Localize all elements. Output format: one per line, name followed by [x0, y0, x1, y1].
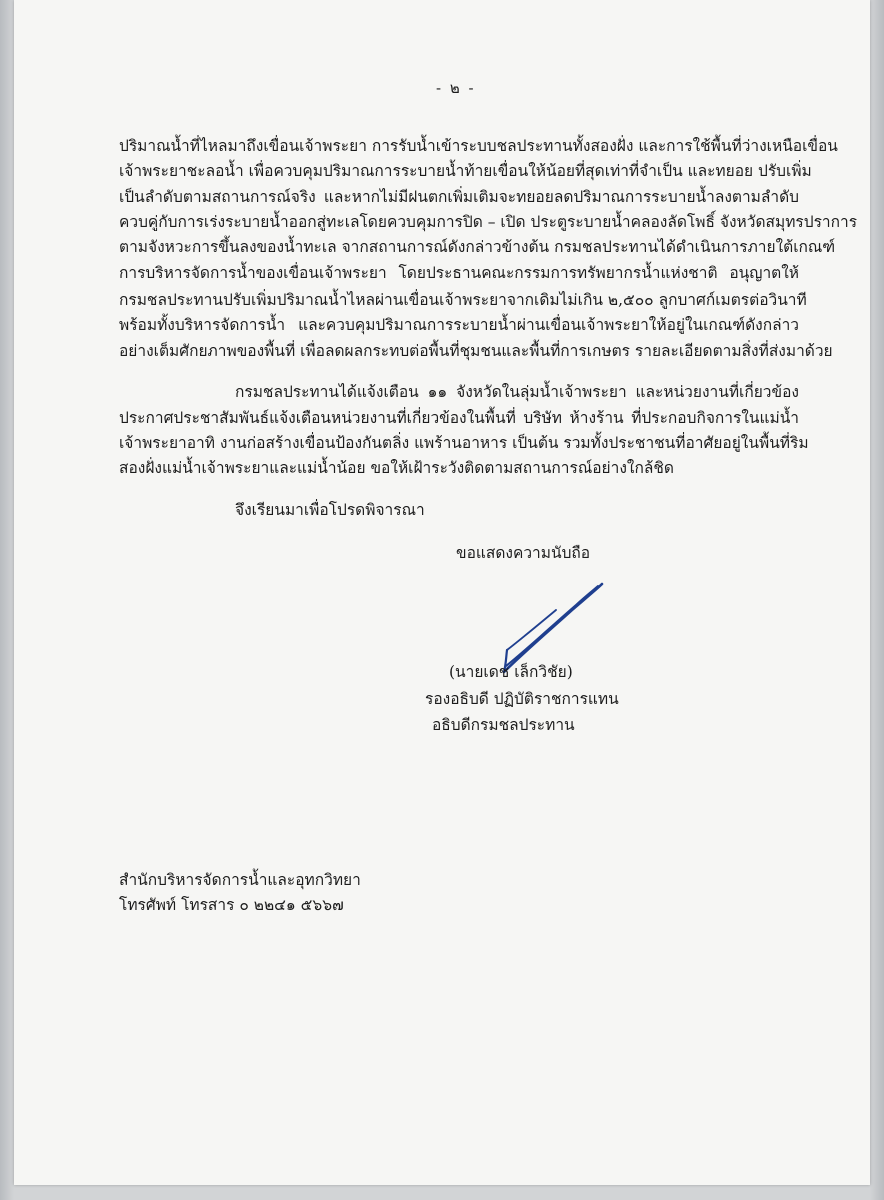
paragraph-2-line-3: เจ้าพระยาอาทิ งานก่อสร้างเขื่อนป้องกันตลิ่ง แพร้านอาหาร เป็นต้น รวมทั้งประชาชนที่อาศัยอยู่ในพื้นที่ริม: [119, 434, 809, 452]
paragraph-1-line-1: ปริมาณน้ำที่ไหลมาถึงเขื่อนเจ้าพระยา การรับน้ำเข้าระบบชลประทานทั้งสองฝั่ง และการใช้พื้นที่ว่างเหนือเขื่อน: [119, 137, 838, 155]
paragraph-2-line-1: กรมชลประทานได้แจ้งเตือน ๑๑ จังหวัดในลุ่มน้ำเจ้าพระยา และหน่วยงานที่เกี่ยวข้อง: [235, 383, 799, 401]
paragraph-2-line-4: สองฝั่งแม่น้ำเจ้าพระยาและแม่น้ำน้อย ขอให้เฝ้าระวังติดตามสถานการณ์อย่างใกล้ชิด: [119, 459, 674, 477]
paragraph-1-line-5: ตามจังหวะการขึ้นลงของน้ำทะเล จากสถานการณ์ดังกล่าวข้างต้น กรมชลประทานได้ดำเนินการภายใต้เกณฑ์: [119, 238, 836, 256]
regards-line: ขอแสดงความนับถือ: [456, 544, 591, 562]
closing-line: จึงเรียนมาเพื่อโปรดพิจารณา: [235, 501, 425, 519]
signer-position-1: รองอธิบดี ปฏิบัติราชการแทน: [425, 690, 619, 708]
paragraph-1-line-4: ควบคู่กับการเร่งระบายน้ำออกสู่ทะเลโดยควบคุมการปิด – เปิด ประตูระบายน้ำคลองลัดโพธิ์ จังหวัดสมุทรปราการ: [119, 213, 858, 231]
office-name: สำนักบริหารจัดการน้ำและอุทกวิทยา: [119, 871, 361, 889]
paragraph-1-line-6: การบริหารจัดการน้ำของเขื่อนเจ้าพระยา โดยประธานคณะกรรมการทรัพยากรน้ำแห่งชาติ อนุญาตให้: [119, 264, 799, 282]
contact-number: โทรศัพท์ โทรสาร ๐ ๒๒๔๑ ๕๖๖๗: [119, 896, 344, 914]
signer-position-2: อธิบดีกรมชลประทาน: [432, 716, 575, 734]
signer-name: (นายเดช เล็กวิชัย): [449, 663, 573, 681]
paragraph-1-line-3: เป็นลำดับตามสถานการณ์จริง และหากไม่มีฝนตกเพิ่มเติมจะทยอยลดปริมาณการระบายน้ำลงตามลำดับ: [119, 188, 799, 206]
paragraph-1-line-2: เจ้าพระยาชะลอน้ำ เพื่อควบคุมปริมาณการระบายน้ำท้ายเขื่อนให้น้อยที่สุดเท่าที่จำเป็น และทยอย ปรับเพิ่ม: [119, 162, 812, 180]
document-page: [14, 0, 870, 1185]
paragraph-1-line-7: กรมชลประทานปรับเพิ่มปริมาณน้ำไหลผ่านเขื่อนเจ้าพระยาจากเดิมไม่เกิน ๒,๕๐๐ ลูกบาศก์เมตรต่อวินาที: [119, 291, 807, 309]
paragraph-1-line-8: พร้อมทั้งบริหารจัดการน้ำ และควบคุมปริมาณการระบายน้ำผ่านเขื่อนเจ้าพระยาให้อยู่ในเกณฑ์ดังกล่าว: [119, 316, 799, 334]
paragraph-2-line-2: ประกาศประชาสัมพันธ์แจ้งเตือนหน่วยงานที่เกี่ยวข้องในพื้นที่ บริษัท ห้างร้าน ที่ประกอบกิจการในแม่น้ำ: [119, 409, 799, 427]
paragraph-1-line-9: อย่างเต็มศักยภาพของพื้นที่ เพื่อลดผลกระทบต่อพื้นที่ชุมชนและพื้นที่การเกษตร รายละเอียดตามสิ่งที่ส่งมาด้วย: [119, 342, 833, 360]
page-number: - ๒ -: [436, 79, 476, 97]
